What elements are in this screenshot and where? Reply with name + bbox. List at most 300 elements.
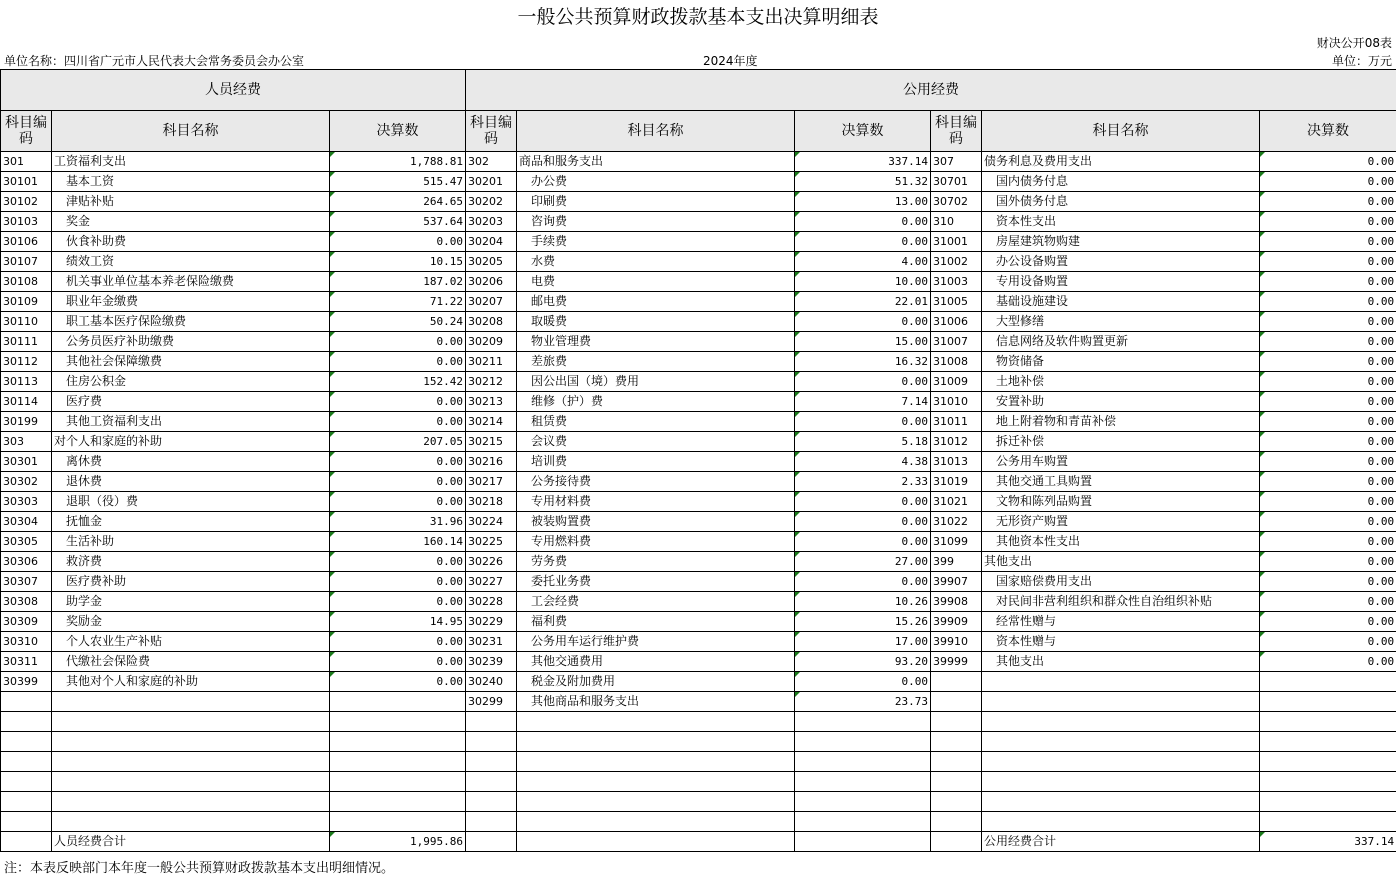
item-name: 其他支出: [982, 652, 1260, 672]
item-amount: 0.00: [330, 492, 466, 512]
item-name: 住房公积金: [52, 372, 330, 392]
item-name: [982, 732, 1260, 752]
item-amount: 0.00: [1260, 552, 1396, 572]
item-code: 30240: [466, 672, 517, 692]
item-code: 302: [466, 152, 517, 172]
item-code: [1, 732, 52, 752]
item-code: 30107: [1, 252, 52, 272]
item-amount: 515.47: [330, 172, 466, 192]
item-name: 退休费: [52, 472, 330, 492]
table-row: [1, 732, 1396, 752]
code-header: 科目编码: [931, 111, 982, 152]
item-amount: 23.73: [795, 692, 931, 712]
item-amount: 0.00: [330, 412, 466, 432]
item-name: 委托业务费: [517, 572, 795, 592]
item-name: 手续费: [517, 232, 795, 252]
item-amount: [1260, 672, 1396, 692]
item-name: [517, 732, 795, 752]
item-amount: 22.01: [795, 292, 931, 312]
fiscal-year: 2024年度: [703, 54, 758, 68]
item-code: 301: [1, 152, 52, 172]
item-amount: 0.00: [795, 312, 931, 332]
item-amount: 93.20: [795, 652, 931, 672]
item-name: 无形资产购置: [982, 512, 1260, 532]
item-name: 其他社会保障缴费: [52, 352, 330, 372]
code-header: 科目编码: [466, 111, 517, 152]
item-amount: 0.00: [1260, 392, 1396, 412]
item-amount: 0.00: [1260, 192, 1396, 212]
item-amount: [330, 772, 466, 792]
report-title: 一般公共预算财政拨款基本支出决算明细表: [517, 6, 879, 28]
item-name: 对个人和家庭的补助: [52, 432, 330, 452]
item-code: 39909: [931, 612, 982, 632]
item-name: 地上附着物和青苗补偿: [982, 412, 1260, 432]
item-code: 31003: [931, 272, 982, 292]
item-name: 国内债务付息: [982, 172, 1260, 192]
item-amount: 15.00: [795, 332, 931, 352]
item-amount: [1260, 712, 1396, 732]
item-code: 30399: [1, 672, 52, 692]
item-name: 退职（役）费: [52, 492, 330, 512]
item-code: 30301: [1, 452, 52, 472]
item-code: [466, 732, 517, 752]
item-amount: 0.00: [1260, 492, 1396, 512]
item-amount: 0.00: [1260, 372, 1396, 392]
item-code: [466, 752, 517, 772]
item-name: 安置补助: [982, 392, 1260, 412]
item-code: [1, 692, 52, 712]
item-name: 商品和服务支出: [517, 152, 795, 172]
item-code: 30113: [1, 372, 52, 392]
table-row: [1, 812, 1396, 832]
item-name: 电费: [517, 272, 795, 292]
table-row: [1, 432, 1396, 452]
item-amount: 0.00: [795, 372, 931, 392]
item-amount: 10.00: [795, 272, 931, 292]
item-amount: 0.00: [1260, 632, 1396, 652]
item-name: [982, 672, 1260, 692]
item-code: 30299: [466, 692, 517, 712]
item-code: 30212: [466, 372, 517, 392]
item-amount: [1260, 772, 1396, 792]
totals-row: [1, 832, 1396, 852]
item-code: 30239: [466, 652, 517, 672]
item-code: 30112: [1, 352, 52, 372]
table-row: [1, 672, 1396, 692]
table-row: [1, 532, 1396, 552]
item-code: 30304: [1, 512, 52, 532]
item-name: 基本工资: [52, 172, 330, 192]
item-name: [982, 752, 1260, 772]
item-code: 31011: [931, 412, 982, 432]
item-amount: 2.33: [795, 472, 931, 492]
item-name: [517, 812, 795, 832]
item-amount: 0.00: [1260, 412, 1396, 432]
item-code: [1, 772, 52, 792]
item-name: 医疗费补助: [52, 572, 330, 592]
item-amount: 152.42: [330, 372, 466, 392]
personnel-total-label: 人员经费合计: [52, 832, 330, 852]
footnote: 注：本表反映部门本年度一般公共预算财政拨款基本支出明细情况。: [4, 861, 395, 876]
item-code: 303: [1, 432, 52, 452]
item-name: [982, 712, 1260, 732]
item-name: 抚恤金: [52, 512, 330, 532]
item-amount: [795, 792, 931, 812]
item-name: 代缴社会保险费: [52, 652, 330, 672]
item-name: 职工基本医疗保险缴费: [52, 312, 330, 332]
item-name: 福利费: [517, 612, 795, 632]
item-code: 31006: [931, 312, 982, 332]
item-name: 机关事业单位基本养老保险缴费: [52, 272, 330, 292]
table-row: [1, 612, 1396, 632]
table-row: [1, 372, 1396, 392]
item-code: 30110: [1, 312, 52, 332]
item-amount: 0.00: [330, 592, 466, 612]
item-name: [982, 692, 1260, 712]
item-name: 水费: [517, 252, 795, 272]
item-code: 30214: [466, 412, 517, 432]
item-amount: [1260, 812, 1396, 832]
item-name: 被装购置费: [517, 512, 795, 532]
item-name: 差旅费: [517, 352, 795, 372]
empty-cell: [1, 832, 52, 852]
item-name: 其他交通费用: [517, 652, 795, 672]
item-code: 30702: [931, 192, 982, 212]
item-name: 津贴补贴: [52, 192, 330, 212]
item-amount: 264.65: [330, 192, 466, 212]
item-name: [52, 812, 330, 832]
item-amount: 10.26: [795, 592, 931, 612]
item-code: 30203: [466, 212, 517, 232]
item-amount: 5.18: [795, 432, 931, 452]
item-code: 31012: [931, 432, 982, 452]
item-name: [517, 772, 795, 792]
unit-name: 单位名称：四川省广元市人民代表大会常务委员会办公室: [4, 54, 305, 68]
item-name: [982, 772, 1260, 792]
item-name: 专用设备购置: [982, 272, 1260, 292]
item-code: 30208: [466, 312, 517, 332]
item-code: 30211: [466, 352, 517, 372]
item-amount: 0.00: [1260, 272, 1396, 292]
item-code: [931, 692, 982, 712]
name-header: 科目名称: [52, 111, 330, 152]
item-code: 310: [931, 212, 982, 232]
amount-header: 决算数: [1260, 111, 1396, 152]
item-code: [931, 772, 982, 792]
item-code: 30307: [1, 572, 52, 592]
item-name: 经常性赠与: [982, 612, 1260, 632]
item-name: 奖金: [52, 212, 330, 232]
item-name: 伙食补助费: [52, 232, 330, 252]
item-amount: 0.00: [1260, 252, 1396, 272]
name-header: 科目名称: [982, 111, 1260, 152]
item-amount: [795, 712, 931, 732]
item-code: 30218: [466, 492, 517, 512]
item-name: [517, 752, 795, 772]
table-row: [1, 312, 1396, 332]
item-amount: 7.14: [795, 392, 931, 412]
item-name: 办公费: [517, 172, 795, 192]
table-row: [1, 652, 1396, 672]
item-name: 培训费: [517, 452, 795, 472]
item-amount: 0.00: [330, 232, 466, 252]
item-code: 31005: [931, 292, 982, 312]
table-row: [1, 772, 1396, 792]
item-name: 生活补助: [52, 532, 330, 552]
item-code: 30216: [466, 452, 517, 472]
item-code: [931, 812, 982, 832]
item-name: 会议费: [517, 432, 795, 452]
table-row: [1, 412, 1396, 432]
item-amount: [1260, 692, 1396, 712]
item-amount: 27.00: [795, 552, 931, 572]
personnel-expense-header: 人员经费: [1, 70, 466, 111]
public-expense-header: 公用经费: [466, 70, 1396, 111]
item-name: 物业管理费: [517, 332, 795, 352]
item-amount: 0.00: [795, 412, 931, 432]
item-name: 国外债务付息: [982, 192, 1260, 212]
item-amount: 0.00: [1260, 312, 1396, 332]
item-amount: 15.26: [795, 612, 931, 632]
item-amount: 13.00: [795, 192, 931, 212]
item-code: 30225: [466, 532, 517, 552]
item-amount: 17.00: [795, 632, 931, 652]
item-name: 物资储备: [982, 352, 1260, 372]
item-name: 信息网络及软件购置更新: [982, 332, 1260, 352]
item-name: 公务接待费: [517, 472, 795, 492]
item-name: 租赁费: [517, 412, 795, 432]
item-amount: 0.00: [330, 632, 466, 652]
table-row: [1, 632, 1396, 652]
item-amount: 0.00: [330, 452, 466, 472]
item-name: 资本性赠与: [982, 632, 1260, 652]
item-code: 30228: [466, 592, 517, 612]
table-row: [1, 452, 1396, 472]
item-name: 大型修缮: [982, 312, 1260, 332]
item-amount: 0.00: [1260, 152, 1396, 172]
item-name: 公务用车购置: [982, 452, 1260, 472]
item-code: 30305: [1, 532, 52, 552]
item-amount: 337.14: [795, 152, 931, 172]
item-amount: [330, 752, 466, 772]
table-row: [1, 572, 1396, 592]
item-amount: 0.00: [330, 392, 466, 412]
item-amount: 0.00: [1260, 512, 1396, 532]
item-amount: 50.24: [330, 312, 466, 332]
item-code: [1, 752, 52, 772]
item-amount: 16.32: [795, 352, 931, 372]
table-row: [1, 752, 1396, 772]
item-amount: 0.00: [795, 232, 931, 252]
table-row: [1, 292, 1396, 312]
table-row: [1, 252, 1396, 272]
table-row: [1, 472, 1396, 492]
item-code: 31010: [931, 392, 982, 412]
item-amount: [330, 812, 466, 832]
item-code: [931, 752, 982, 772]
item-code: 30224: [466, 512, 517, 532]
item-code: 30199: [1, 412, 52, 432]
item-amount: 0.00: [330, 572, 466, 592]
item-amount: 0.00: [1260, 352, 1396, 372]
item-code: 30701: [931, 172, 982, 192]
item-code: 30111: [1, 332, 52, 352]
item-name: 劳务费: [517, 552, 795, 572]
item-amount: 0.00: [330, 472, 466, 492]
item-amount: 10.15: [330, 252, 466, 272]
item-code: 39908: [931, 592, 982, 612]
amount-header: 决算数: [330, 111, 466, 152]
item-code: 31021: [931, 492, 982, 512]
table-row: [1, 492, 1396, 512]
item-name: 绩效工资: [52, 252, 330, 272]
item-code: 30217: [466, 472, 517, 492]
item-amount: 0.00: [1260, 332, 1396, 352]
item-amount: 537.64: [330, 212, 466, 232]
item-code: 30309: [1, 612, 52, 632]
item-amount: 0.00: [795, 512, 931, 532]
table-row: [1, 172, 1396, 192]
item-code: 31002: [931, 252, 982, 272]
item-code: 30102: [1, 192, 52, 212]
item-name: 职业年金缴费: [52, 292, 330, 312]
amount-header: 决算数: [795, 111, 931, 152]
item-amount: 0.00: [1260, 532, 1396, 552]
item-name: [52, 752, 330, 772]
item-code: 31008: [931, 352, 982, 372]
item-amount: 4.38: [795, 452, 931, 472]
item-amount: 0.00: [795, 212, 931, 232]
item-amount: 0.00: [1260, 212, 1396, 232]
item-amount: [330, 732, 466, 752]
item-name: 土地补偿: [982, 372, 1260, 392]
item-code: [466, 712, 517, 732]
item-amount: [795, 772, 931, 792]
item-amount: 14.95: [330, 612, 466, 632]
item-code: 30106: [1, 232, 52, 252]
item-amount: 0.00: [1260, 452, 1396, 472]
item-code: 30215: [466, 432, 517, 452]
item-name: 工会经费: [517, 592, 795, 612]
item-amount: 0.00: [1260, 232, 1396, 252]
item-name: [517, 712, 795, 732]
item-amount: [330, 712, 466, 732]
item-code: 30308: [1, 592, 52, 612]
item-amount: [795, 732, 931, 752]
item-code: [1, 792, 52, 812]
item-name: 其他工资福利支出: [52, 412, 330, 432]
item-name: 基础设施建设: [982, 292, 1260, 312]
item-name: 咨询费: [517, 212, 795, 232]
item-code: 31019: [931, 472, 982, 492]
item-name: 助学金: [52, 592, 330, 612]
item-code: [931, 732, 982, 752]
table-row: [1, 392, 1396, 412]
public-total-label: 公用经费合计: [982, 832, 1260, 852]
item-code: 30202: [466, 192, 517, 212]
item-name: 公务用车运行维护费: [517, 632, 795, 652]
item-amount: 0.00: [795, 532, 931, 552]
item-name: [982, 812, 1260, 832]
item-amount: 0.00: [1260, 432, 1396, 452]
item-amount: [1260, 752, 1396, 772]
item-name: 文物和陈列品购置: [982, 492, 1260, 512]
item-code: 30209: [466, 332, 517, 352]
item-amount: 71.22: [330, 292, 466, 312]
item-code: 31013: [931, 452, 982, 472]
item-amount: 0.00: [1260, 592, 1396, 612]
item-amount: 0.00: [330, 552, 466, 572]
item-name: 救济费: [52, 552, 330, 572]
item-code: [1, 812, 52, 832]
item-name: 印刷费: [517, 192, 795, 212]
item-name: 其他商品和服务支出: [517, 692, 795, 712]
table-row: [1, 192, 1396, 212]
form-number: 财决公开08表: [1316, 36, 1392, 50]
item-code: 31009: [931, 372, 982, 392]
item-code: 30303: [1, 492, 52, 512]
table-row: [1, 272, 1396, 292]
personnel-total-value: 1,995.86: [330, 832, 466, 852]
table-row: [1, 592, 1396, 612]
item-name: 因公出国（境）费用: [517, 372, 795, 392]
item-amount: 0.00: [330, 672, 466, 692]
item-code: 30109: [1, 292, 52, 312]
item-code: 30108: [1, 272, 52, 292]
item-code: 30213: [466, 392, 517, 412]
item-amount: 0.00: [330, 332, 466, 352]
item-name: 工资福利支出: [52, 152, 330, 172]
table-row: [1, 512, 1396, 532]
item-amount: [795, 812, 931, 832]
item-code: 30306: [1, 552, 52, 572]
item-name: [52, 712, 330, 732]
empty-cell: [466, 832, 517, 852]
item-code: 30310: [1, 632, 52, 652]
table-row: [1, 232, 1396, 252]
table-row: [1, 552, 1396, 572]
item-amount: 0.00: [1260, 172, 1396, 192]
item-code: 30302: [1, 472, 52, 492]
item-amount: 0.00: [795, 572, 931, 592]
item-code: 307: [931, 152, 982, 172]
item-name: 专用材料费: [517, 492, 795, 512]
item-name: 取暖费: [517, 312, 795, 332]
item-amount: 207.05: [330, 432, 466, 452]
item-code: [466, 792, 517, 812]
table-row: [1, 692, 1396, 712]
item-name: [52, 792, 330, 812]
item-name: [52, 692, 330, 712]
item-amount: 0.00: [1260, 572, 1396, 592]
item-code: 30311: [1, 652, 52, 672]
item-code: 30231: [466, 632, 517, 652]
item-code: 31022: [931, 512, 982, 532]
item-name: 邮电费: [517, 292, 795, 312]
item-name: 其他对个人和家庭的补助: [52, 672, 330, 692]
item-name: 医疗费: [52, 392, 330, 412]
item-amount: [795, 752, 931, 772]
empty-cell: [795, 832, 931, 852]
item-name: 税金及附加费用: [517, 672, 795, 692]
item-code: 30205: [466, 252, 517, 272]
item-name: 离休费: [52, 452, 330, 472]
item-amount: 31.96: [330, 512, 466, 532]
item-amount: 0.00: [1260, 472, 1396, 492]
item-code: [1, 712, 52, 732]
item-amount: [1260, 792, 1396, 812]
item-code: 39907: [931, 572, 982, 592]
